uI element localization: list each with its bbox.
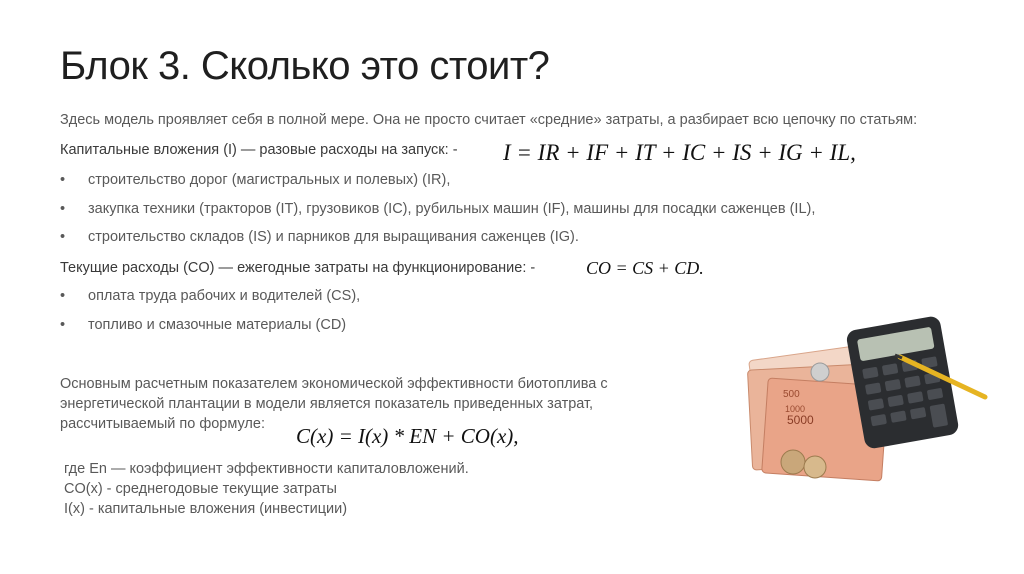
bullet-icon: • bbox=[60, 201, 66, 217]
current-formula: CO = CS + CD. bbox=[586, 258, 704, 278]
formula-notes: где En — коэффициент эффективности капиталовложений. CO(x) - среднегодовые текущие затраты I(x) - капитальные вложения (инвестиции) bbox=[64, 461, 469, 517]
intro-text: Здесь модель проявляет себя в полной мере. Она не просто считает «средние» затраты, а разбирает всю цепочку по статьям: bbox=[60, 112, 918, 128]
efficiency-paragraph: Основным расчетным показателем экономической эффективности биотоплива с энергетической плантации в модели является показатель приведенных затрат, рассчитываемый по формуле: bbox=[60, 376, 608, 432]
list-item: • закупка техники (тракторов (IT), грузовиков (IC), рубильных машин (IF), машины для посадки саженцев (IL), bbox=[60, 201, 816, 217]
bullet-icon: • bbox=[60, 172, 66, 188]
list-item: • строительство складов (IS) и парников для выращивания саженцев (IG). bbox=[60, 229, 579, 245]
banknote-label: 5000 bbox=[787, 413, 814, 427]
capital-heading: Капитальные вложения (I) — разовые расходы на запуск: - bbox=[60, 142, 458, 158]
bullet-icon: • bbox=[60, 229, 66, 245]
current-heading: Текущие расходы (CO) — ежегодные затраты на функционирование: - bbox=[60, 260, 536, 276]
list-item: • строительство дорог (магистральных и полевых) (IR), bbox=[60, 172, 451, 188]
capital-formula: I = IR + IF + IT + IC + IS + IG + IL, bbox=[503, 140, 856, 165]
cost-formula: C(x) = I(x) * EN + CO(x), bbox=[296, 424, 519, 448]
calculator-money-photo bbox=[745, 312, 995, 492]
bullet-icon: • bbox=[60, 317, 66, 333]
slide-title: Блок 3. Сколько это стоит? bbox=[60, 44, 550, 88]
list-item: • оплата труда рабочих и водителей (CS), bbox=[60, 288, 361, 304]
bullet-icon: • bbox=[60, 288, 66, 304]
banknote-label: 1000 bbox=[785, 404, 806, 414]
list-item: • топливо и смазочные материалы (CD) bbox=[60, 317, 347, 333]
banknote-label: 500 bbox=[783, 389, 800, 400]
